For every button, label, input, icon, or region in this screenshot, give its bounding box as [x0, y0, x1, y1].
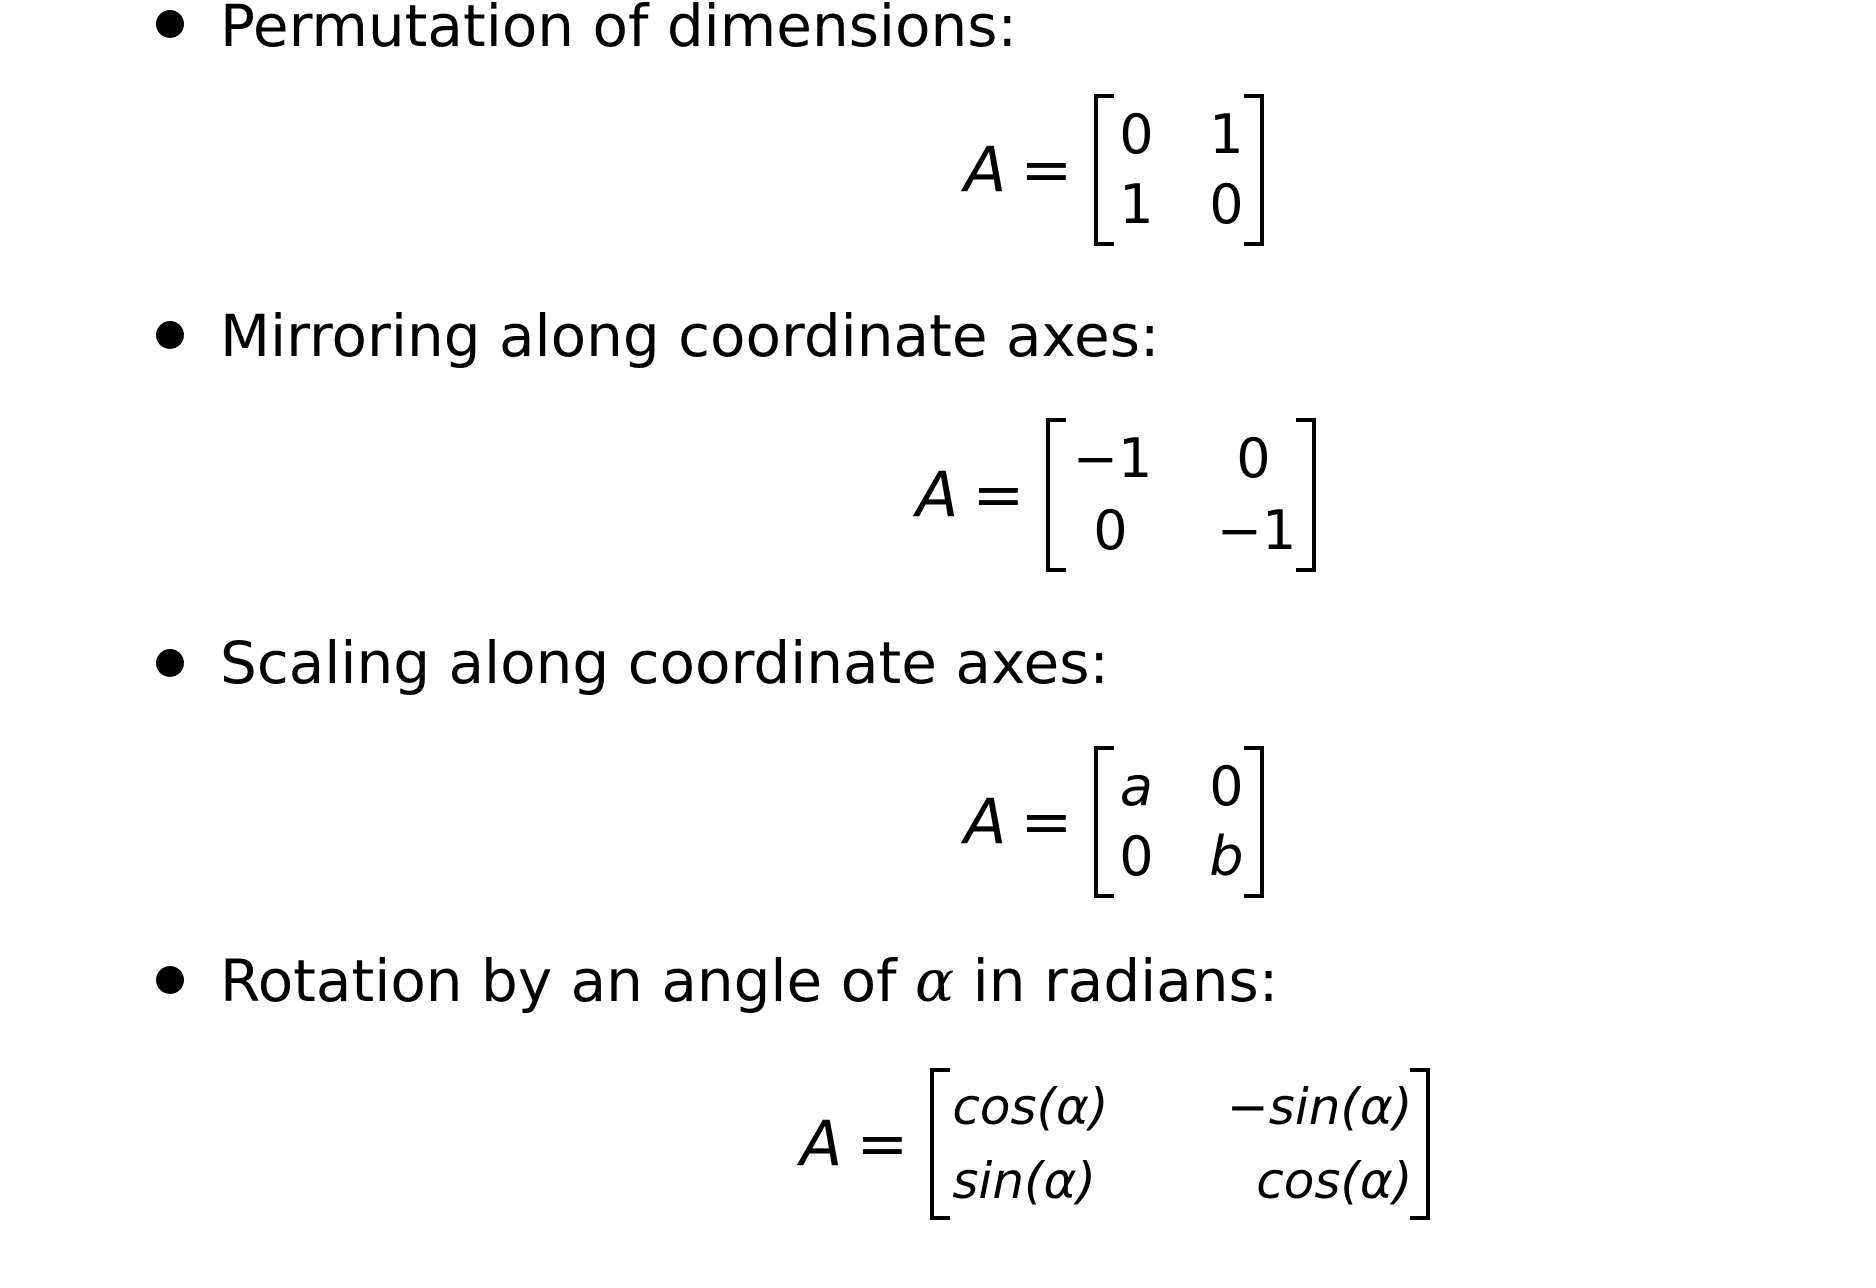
matrix-cell: sin(α): [952, 1152, 1096, 1210]
matrix-cell: 0: [1209, 755, 1244, 818]
matrix: [1046, 418, 1316, 572]
equals-sign: =: [1020, 785, 1073, 858]
left-bracket: [1046, 418, 1066, 572]
matrix-cell: −1: [1072, 427, 1153, 490]
equation-lhs: A: [916, 458, 959, 531]
matrix-cell: −1: [1216, 499, 1297, 562]
permutation-heading: Permutation of dimensions:: [220, 0, 1018, 60]
equals-sign: =: [1020, 133, 1073, 206]
scaling-equation: [964, 746, 1264, 898]
matrix-cell: 0: [1119, 103, 1154, 166]
equals-sign: =: [856, 1107, 909, 1180]
matrix: [930, 1068, 1430, 1220]
matrix-cell: a: [1119, 755, 1153, 818]
left-bracket: [1094, 746, 1114, 898]
right-bracket: [1296, 418, 1316, 572]
rotation-equation: [800, 1068, 1430, 1220]
left-bracket: [1094, 94, 1114, 246]
rotation-heading: [220, 946, 1278, 1016]
right-bracket: [1410, 1068, 1430, 1220]
rotation-text-after: in radians:: [972, 947, 1279, 1015]
rotation-text-before: Rotation by an angle of: [220, 947, 897, 1015]
equation-lhs: A: [800, 1107, 843, 1180]
matrix-cell: 1: [1209, 103, 1244, 166]
matrix-cell: 0: [1209, 173, 1244, 236]
bullet-point: [156, 966, 184, 994]
bullet-point: [156, 321, 184, 349]
permutation-equation: [964, 94, 1264, 246]
matrix-cell: 1: [1119, 173, 1154, 236]
bullet-point: [156, 649, 184, 677]
mirroring-heading: Mirroring along coordinate axes:: [220, 302, 1160, 370]
matrix-cell: cos(α): [1256, 1152, 1413, 1210]
matrix-cell: 0: [1119, 825, 1154, 888]
alpha-symbol: α: [915, 947, 955, 1015]
matrix: [1094, 94, 1264, 246]
right-bracket: [1244, 746, 1264, 898]
left-bracket: [930, 1068, 950, 1220]
matrix-cell: 0: [1236, 427, 1271, 490]
right-bracket: [1244, 94, 1264, 246]
scaling-heading: Scaling along coordinate axes:: [220, 629, 1109, 697]
matrix-cell: cos(α): [952, 1078, 1109, 1136]
bullet-point: [156, 10, 184, 38]
equation-lhs: A: [964, 133, 1007, 206]
matrix-cell: −sin(α): [1226, 1078, 1413, 1136]
matrix-cell: 0: [1093, 499, 1128, 562]
equals-sign: =: [972, 458, 1025, 531]
matrix: [1094, 746, 1264, 898]
matrix-cell: b: [1209, 825, 1244, 888]
mirroring-equation: [916, 418, 1316, 572]
equation-lhs: A: [964, 785, 1007, 858]
